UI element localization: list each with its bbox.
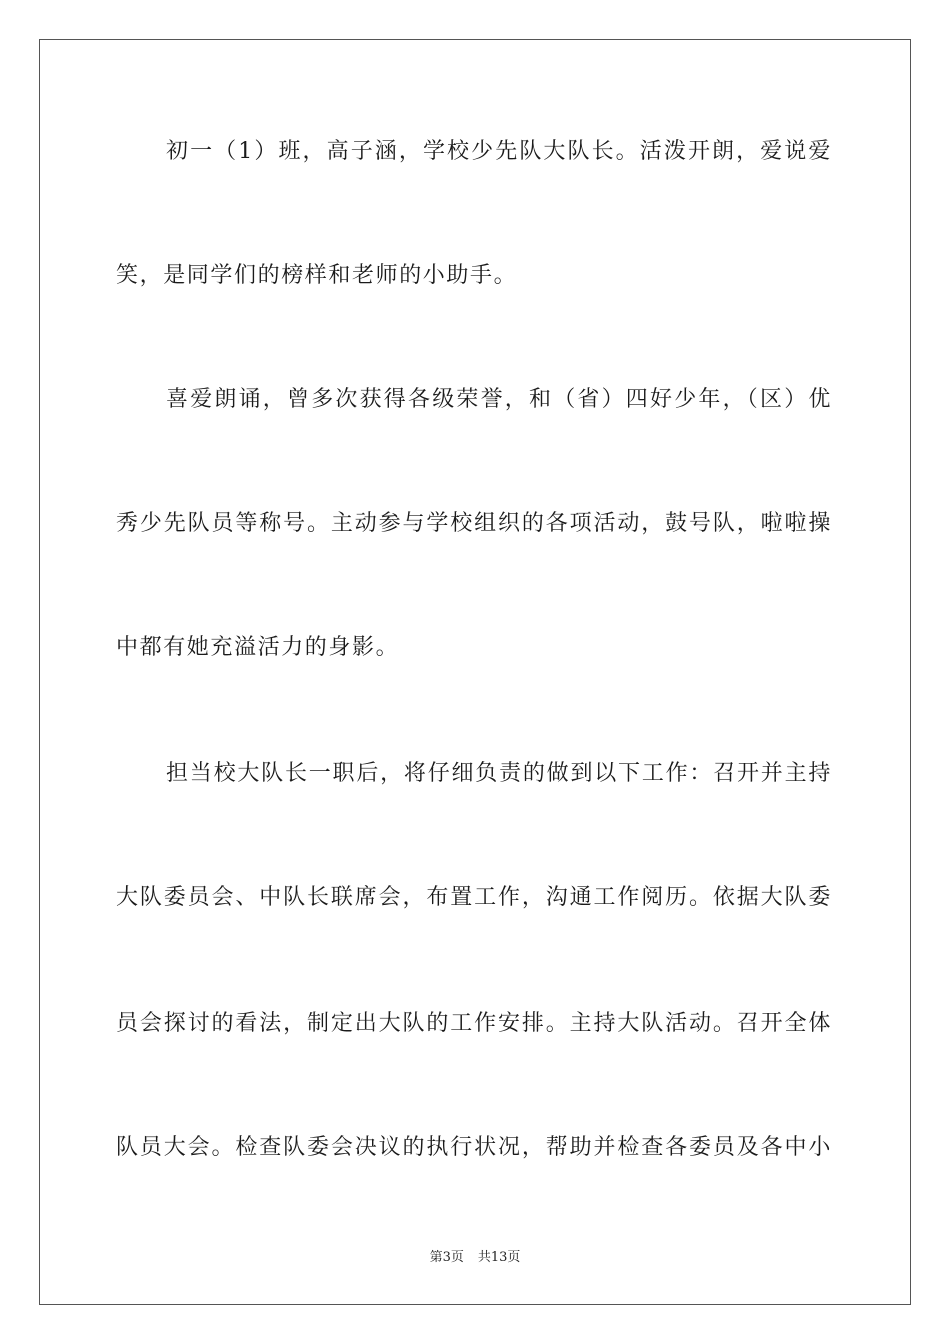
paragraph-2-line-3: 中都有她充溢活力的身影。: [116, 635, 400, 660]
paragraph-3-line-2: 大队委员会、中队长联席会，布置工作，沟通工作阅历。依据大队委: [116, 885, 832, 910]
paragraph-3-line-1: 担当校大队长一职后，将仔细负责的做到以下工作：召开并主持: [166, 761, 832, 786]
paragraph-3-line-3: 员会探讨的看法，制定出大队的工作安排。主持大队活动。召开全体: [116, 1011, 832, 1036]
page-footer: [0, 1246, 950, 1265]
page-border: [39, 39, 911, 1305]
paragraph-2-line-2: 秀少先队员等称号。主动参与学校组织的各项活动，鼓号队，啦啦操: [116, 511, 832, 536]
paragraph-1-line-2: 笑，是同学们的榜样和老师的小助手。: [116, 263, 518, 288]
total-pages-label: 共13页: [477, 1250, 521, 1265]
current-page-label: 第3页: [429, 1250, 464, 1265]
paragraph-2-line-1: 喜爱朗诵，曾多次获得各级荣誉，和（省）四好少年，（区）优: [166, 387, 832, 412]
paragraph-1-line-1: 初一（1）班，高子涵，学校少先队大队长。活泼开朗，爱说爱: [166, 139, 832, 164]
paragraph-3-line-4: 队员大会。检查队委会决议的执行状况，帮助并检查各委员及各中小: [116, 1135, 832, 1160]
